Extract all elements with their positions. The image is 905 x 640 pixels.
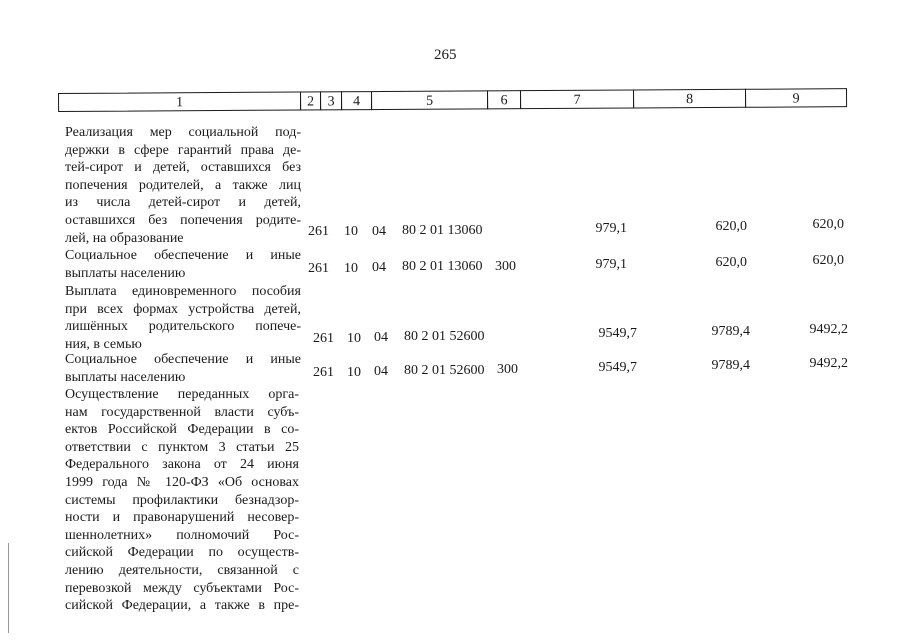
description-line: сийской Федерации, а также в пре- (65, 598, 299, 614)
description-line: попечения родителей, а также лиц (65, 177, 301, 193)
code-csr: 80 2 01 52600 (404, 363, 485, 378)
header-col-2: 2 (300, 91, 321, 110)
header-col-1: 1 (58, 92, 301, 112)
code-vr: 300 (495, 259, 516, 274)
description-line: оставшихся без попечения родите- (65, 212, 301, 228)
description-line: Социальное обеспечение и иные (65, 248, 301, 263)
code-gr: 261 (308, 224, 329, 239)
description-line: тей-сирот и детей, оставшихся без (65, 160, 301, 176)
table-row-description (65, 283, 301, 353)
amount-col-8: 620,0 (715, 255, 747, 270)
description-line: ответствии с пунктом 3 статьи 25 (65, 439, 299, 455)
header-col-7: 7 (520, 89, 634, 109)
table-row-description (65, 247, 301, 282)
description-line: перевозкой между субъектами Рос- (65, 580, 299, 596)
code-rz: 10 (347, 365, 361, 380)
page-number: 265 (434, 47, 457, 63)
description-line: Федерального закона от 24 июня (65, 457, 299, 473)
description-line: лей, на образование (65, 230, 184, 246)
code-rz: 10 (344, 224, 358, 239)
description-line: ности и правонарушений несовер- (65, 510, 299, 526)
code-rz: 10 (347, 331, 361, 346)
description-line: ния, в семью (65, 336, 142, 352)
code-csr: 80 2 01 52600 (404, 329, 485, 344)
code-pr: 04 (374, 364, 388, 379)
header-col-9: 9 (745, 88, 847, 108)
description-line: выплаты населению (65, 369, 186, 385)
description-line: шеннолетних» полномочий Рос- (65, 527, 299, 543)
header-col-6: 6 (487, 90, 521, 109)
description-line: Реализация мер социальной под- (65, 125, 301, 140)
amount-col-7: 979,1 (595, 221, 627, 236)
code-csr: 80 2 01 13060 (402, 259, 483, 274)
description-line: 1999 года № 120-ФЗ «Об основах (65, 474, 299, 490)
amount-col-7: 9549,7 (598, 360, 637, 375)
description-line: сийской Федерации по осуществ- (65, 545, 299, 561)
code-pr: 04 (372, 260, 386, 275)
amount-col-7: 9549,7 (598, 326, 637, 341)
code-gr: 261 (308, 261, 329, 276)
description-line: держки в сфере гарантий права де- (65, 142, 301, 158)
header-col-5: 5 (371, 90, 488, 110)
code-vr: 300 (497, 362, 518, 377)
table-row-description (65, 351, 301, 386)
scan-margin-mark (8, 543, 9, 633)
code-rz: 10 (344, 261, 358, 276)
description-line: при всех формах устройства детей, (65, 301, 301, 317)
description-line: Выплата единовременного пособия (65, 284, 301, 299)
amount-col-7: 979,1 (595, 257, 627, 272)
amount-col-8: 9789,4 (711, 358, 750, 373)
code-gr: 261 (313, 331, 334, 346)
description-line: Социальное обеспечение и иные (65, 352, 301, 367)
header-col-8: 8 (633, 89, 746, 109)
amount-col-9: 9492,2 (809, 356, 848, 371)
amount-col-8: 9789,4 (711, 324, 750, 339)
description-line: из числа детей-сирот и детей, (65, 195, 301, 211)
description-line: нам государственной власти субъ- (65, 404, 299, 420)
code-gr: 261 (313, 365, 334, 380)
amount-col-9: 620,0 (812, 253, 844, 268)
table-row-description (65, 124, 301, 247)
description-line: лению деятельности, связанной с (65, 562, 299, 578)
description-line: лишённых родительского попече- (65, 319, 301, 335)
header-col-3: 3 (320, 91, 342, 110)
amount-col-8: 620,0 (715, 219, 747, 234)
code-csr: 80 2 01 13060 (402, 223, 483, 238)
amount-col-9: 620,0 (812, 217, 844, 232)
description-line: Осуществление переданных орга- (65, 387, 299, 402)
table-header (58, 88, 847, 113)
header-col-4: 4 (341, 91, 372, 110)
code-pr: 04 (372, 224, 386, 239)
description-line: ектов Российской Федерации в со- (65, 422, 299, 438)
code-pr: 04 (374, 330, 388, 345)
amount-col-9: 9492,2 (809, 322, 848, 337)
description-line: системы профилактики безнадзор- (65, 492, 299, 508)
description-line: выплаты населению (65, 265, 186, 281)
table-row-description (65, 386, 299, 615)
